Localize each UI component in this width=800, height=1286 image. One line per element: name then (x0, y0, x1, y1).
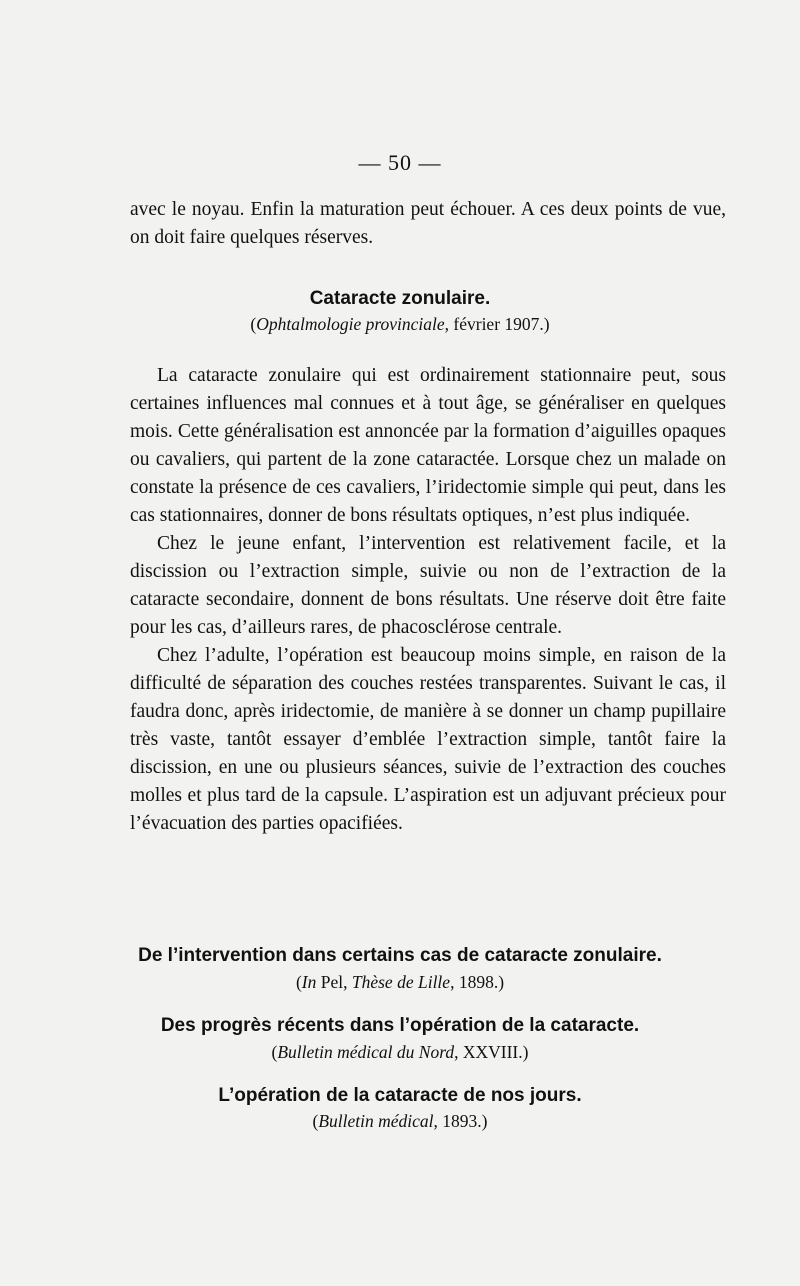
body-paragraph: La cataracte zonulaire qui est ordinairement stationnaire peut, sous certaines influences mal connues et à tout âge, se généraliser en quelques mois. Cette généralisation est annoncée par la formation d’aiguilles opaques ou cavaliers, qui partent de la zone cataractée. Lorsque chez un malade on constate la présence de ces cavaliers, l’iridectomie simple qui peut, dans les cas stationnaires, donner de bons résultats optiques, n’est plus indiquée. (130, 365, 726, 526)
section-body (130, 362, 726, 838)
reference-title: L’opération de la cataracte de nos jours. (218, 1085, 582, 1106)
section-source-open: ( (250, 314, 257, 334)
section-source (0, 314, 800, 335)
reference-source-italic: In (301, 972, 317, 992)
reference-source-year: , 1898.) (450, 972, 505, 992)
reference-source: (In Pel, Thèse de Lille, 1898.) (295, 972, 505, 992)
reference-title: Des progrès récents dans l’opération de la cataracte. (160, 1015, 640, 1036)
section-source-date: , février 1907.) (444, 314, 550, 334)
reference-source-journal: Bulletin médical (318, 1111, 434, 1131)
intro-paragraph-block (130, 196, 726, 252)
reference-source-journal: Bulletin médical du Nord (277, 1042, 455, 1062)
reference-source-volume: , XXVIII.) (454, 1042, 529, 1062)
body-paragraph: Chez l’adulte, l’opération est beaucoup moins simple, en raison de la difficulté de séparation des couches restées transparentes. Suivant le cas, il faudra donc, après iridectomie, de manière à se donner un champ pupillaire très vaste, tantôt essayer d’emblée l’extraction simple, tantôt faire la discission, en une ou plusieurs séances, suivie de l’extraction des couches molles et plus tard de la capsule. L’aspiration est un adjuvant précieux pour l’évacuation des parties opacifiées. (130, 645, 726, 834)
reference-title: De l’intervention dans certains cas de cataracte zonulaire. (138, 945, 662, 966)
page-number: — 50 — (358, 150, 442, 175)
reference-source: (Bulletin médical, 1893.) (312, 1111, 488, 1131)
reference-source-thesis: Thèse de Lille (351, 972, 451, 992)
section-source-journal: Ophtalmologie provinciale (256, 314, 445, 334)
body-paragraph: Chez le jeune enfant, l’intervention est relativement facile, et la discission ou l’extraction simple, suivie ou non de l’extraction de la cataracte secondaire, donnent de bons résultats. Une réserve doit être faite pour les cas, d’ailleurs rares, de phacosclérose centrale. (130, 533, 726, 638)
reference-source-author: Pel, (316, 972, 352, 992)
intro-paragraph: avec le noyau. Enfin la maturation peut échouer. A ces deux points de vue, on doit faire quelques réserves. (130, 199, 726, 248)
reference-source: (Bulletin médical du Nord, XXVIII.) (271, 1042, 529, 1062)
section-title: Cataracte zonulaire. (309, 288, 491, 309)
reference-source-year: , 1893.) (433, 1111, 488, 1131)
